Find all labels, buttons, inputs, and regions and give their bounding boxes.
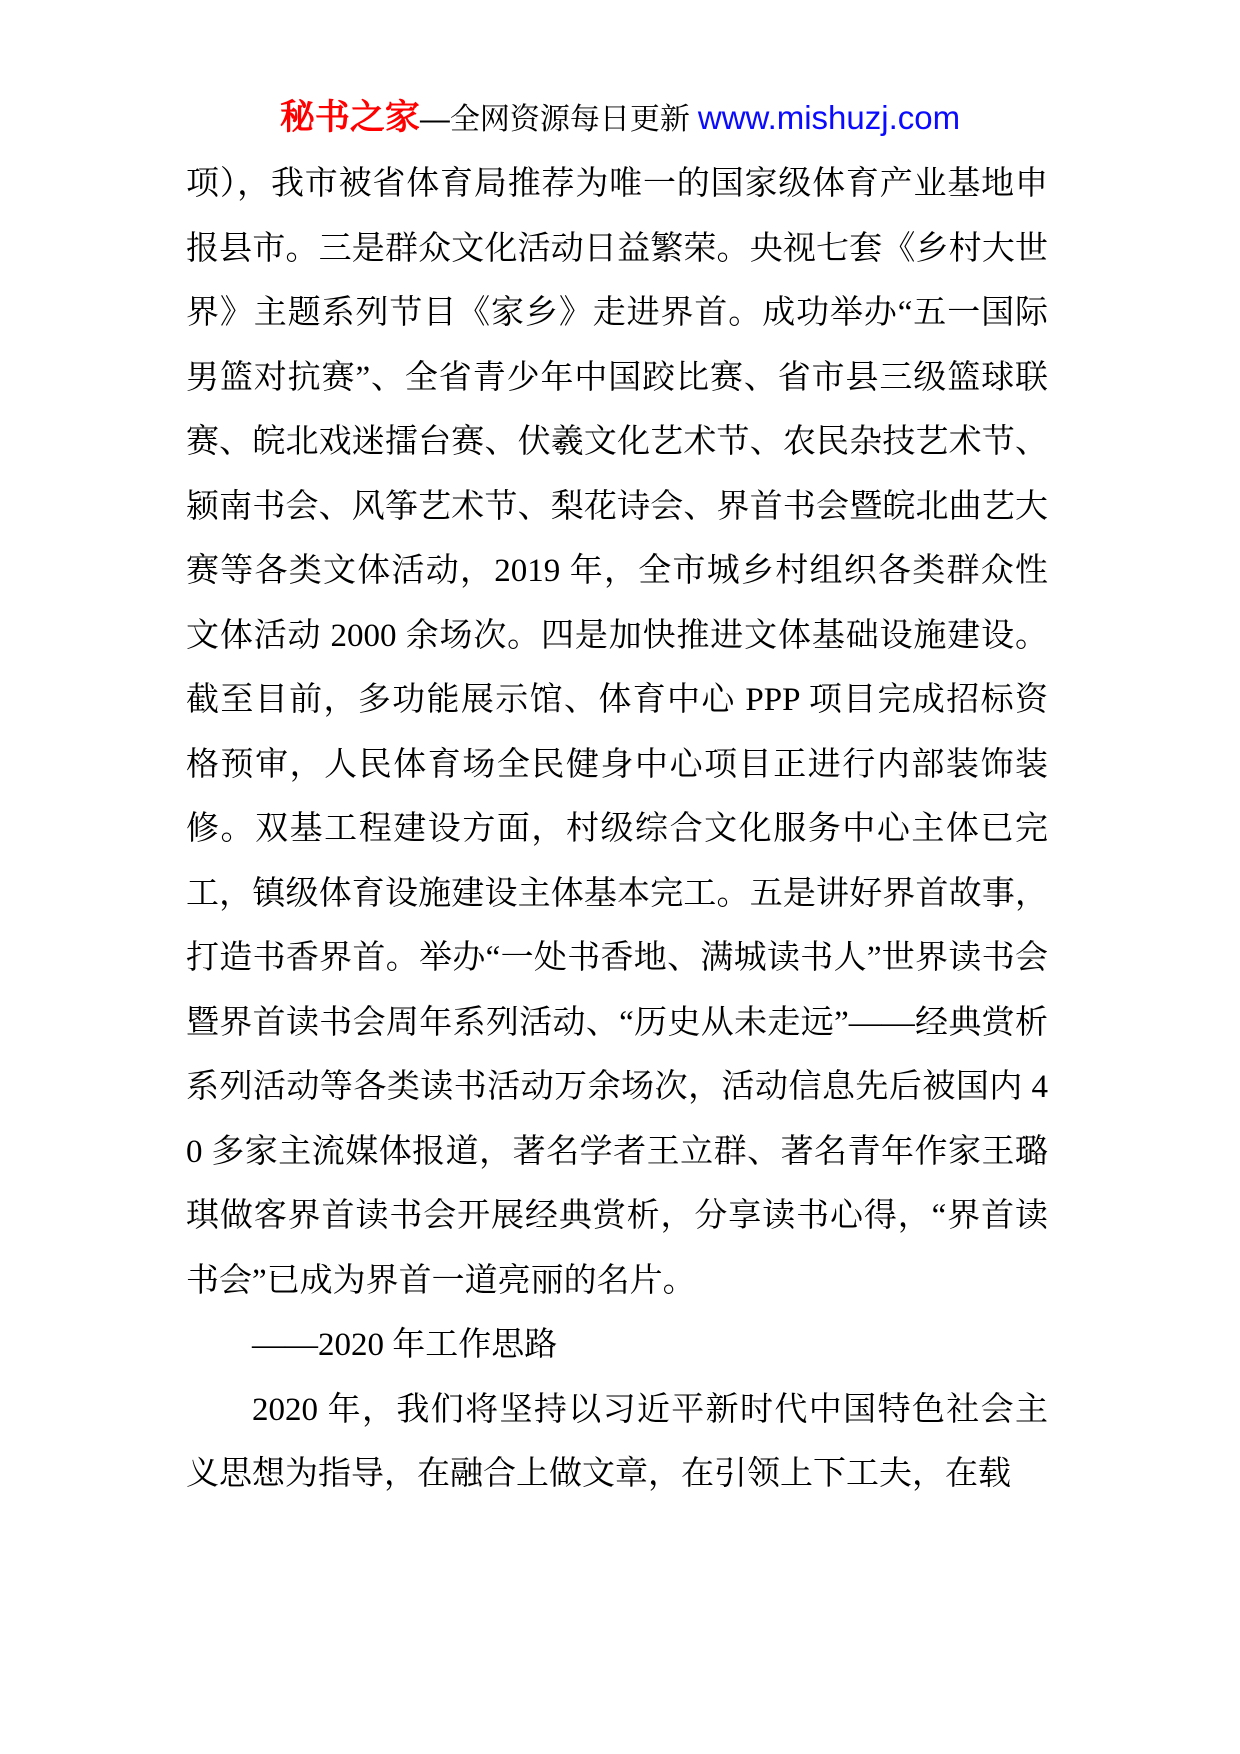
site-tagline: —全网资源每日更新	[419, 103, 690, 136]
paragraph-work-review-continuation: 项），我市被省体育局推荐为唯一的国家级体育产业基地申报县市。三是群众文化活动日益繁荣。央视七套《乡村大世界》主题系列节目《家乡》走进界首。成功举办“五一国际男篮对抗赛”、全省青少年中国跤比赛、省市县三级篮球联赛、皖北戏迷擂台赛、伏羲文化艺术节、农民杂技艺术节、颍南书会、风筝艺术节、梨花诗会、界首书会暨皖北曲艺大赛等各类文体活动，2019 年，全市城乡村组织各类群众性文体活动 2000 余场次。四是加快推进文体基础设施建设。截至目前，多功能展示馆、体育中心 PPP 项目完成招标资格预审，人民体育场全民健身中心项目正进行内部装饰装修。双基工程建设方面，村级综合文化服务中心主体已完工，镇级体育设施建设主体基本完工。五是讲好界首故事，打造书香界首。举办“一处书香地、满城读书人”世界读书会暨界首读书会周年系列活动、“历史从未走远”——经典赏析系列活动等各类读书活动万余场次，活动信息先后被国内 40 多家主流媒体报道，著名学者王立群、著名青年作家王璐琪做客界首读书会开展经典赏析，分享读书心得，“界首读书会”已成为界首一道亮丽的名片。	[186, 166, 1048, 1299]
paragraph-2020-work-plan-heading: ——2020 年工作思路	[252, 1327, 558, 1363]
document-body	[186, 152, 1048, 1507]
site-brand: 秘书之家	[279, 98, 420, 137]
paragraph-2020-work-plan-body: 2020 年，我们将坚持以习近平新时代中国特色社会主义思想为指导，在融合上做文章，在引领上下工夫，在载	[186, 1391, 1048, 1492]
site-url-link[interactable]: www.mishuzj.com	[697, 99, 961, 136]
page-header	[0, 96, 1240, 147]
